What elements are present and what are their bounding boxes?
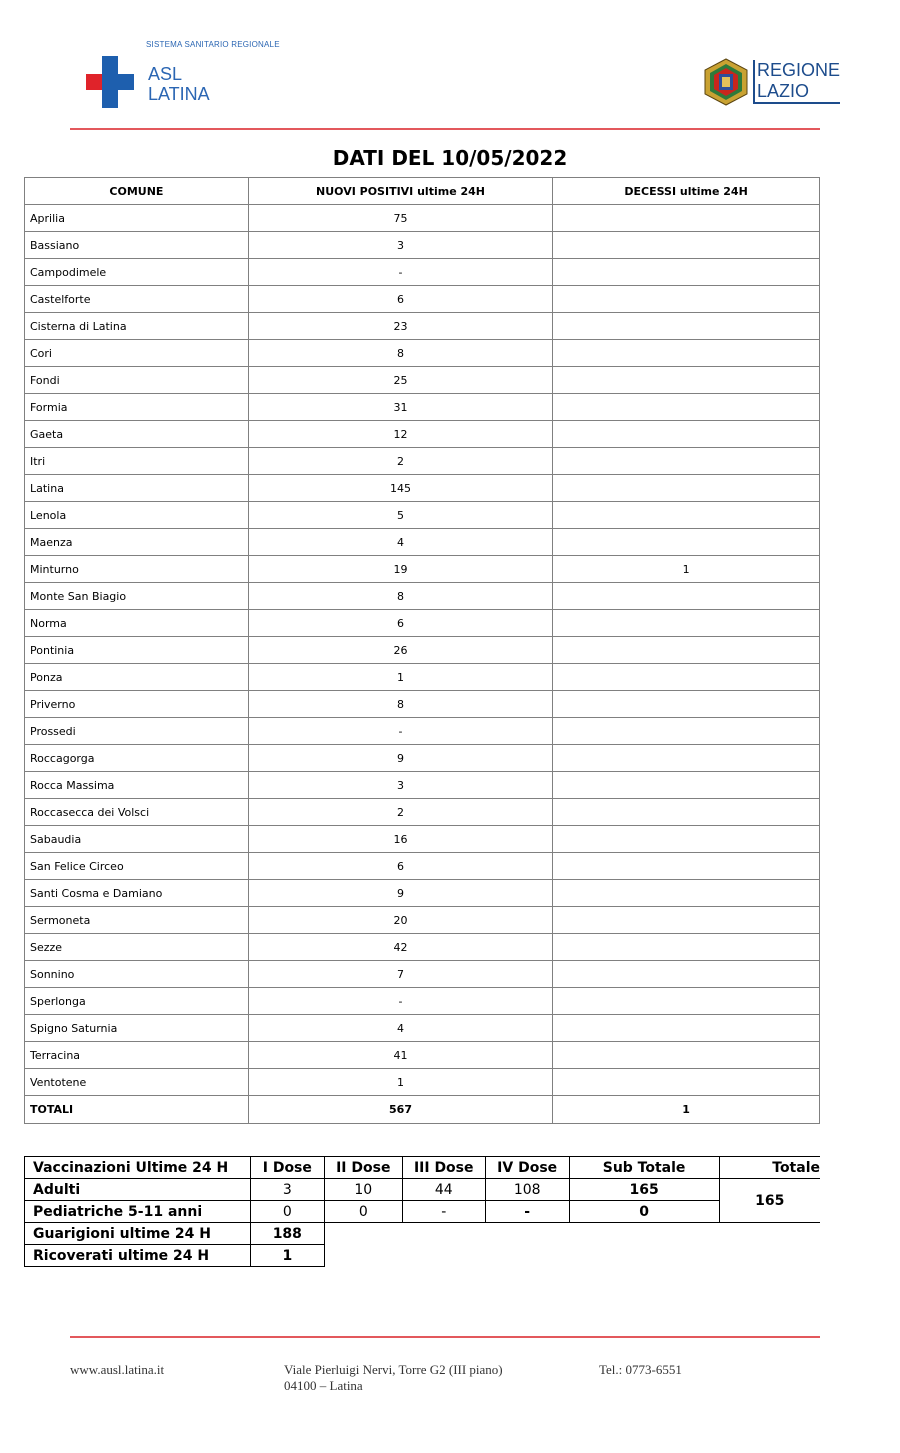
cell-decessi (553, 691, 820, 718)
cell-nuovi-positivi: - (248, 259, 552, 286)
vacc-header-totale: Totale (719, 1157, 820, 1179)
vacc-row-adulti (25, 1179, 821, 1201)
table-row (25, 259, 820, 286)
vacc-adulti-dose3: 44 (402, 1179, 485, 1201)
table-row (25, 421, 820, 448)
guarigioni-value: 188 (250, 1223, 324, 1245)
cell-nuovi-positivi: 42 (248, 934, 552, 961)
cell-nuovi-positivi: 19 (248, 556, 552, 583)
cell-nuovi-positivi: 20 (248, 907, 552, 934)
table-row (25, 718, 820, 745)
table-row (25, 664, 820, 691)
cell-decessi (553, 286, 820, 313)
table-row (25, 745, 820, 772)
cell-decessi (553, 880, 820, 907)
cell-decessi (553, 367, 820, 394)
table-row (25, 610, 820, 637)
col-nuovi-positivi: NUOVI POSITIVI ultime 24H (248, 178, 552, 205)
cell-comune: Minturno (25, 556, 249, 583)
table-row (25, 205, 820, 232)
cell-nuovi-positivi: 12 (248, 421, 552, 448)
cell-decessi (553, 610, 820, 637)
table-row (25, 1069, 820, 1096)
table-row (25, 394, 820, 421)
cell-nuovi-positivi: 3 (248, 772, 552, 799)
cell-decessi (553, 1042, 820, 1069)
cell-decessi (553, 421, 820, 448)
cell-comune: Sermoneta (25, 907, 249, 934)
table-row (25, 637, 820, 664)
cell-comune: Prossedi (25, 718, 249, 745)
footer-address: Viale Pierluigi Nervi, Torre G2 (III piano) 04100 – Latina (284, 1362, 503, 1393)
cell-comune: Norma (25, 610, 249, 637)
cell-nuovi-positivi: - (248, 718, 552, 745)
cell-comune: Ventotene (25, 1069, 249, 1096)
asl-subtitle: SISTEMA SANITARIO REGIONALE (146, 40, 280, 49)
table-row (25, 448, 820, 475)
guarigioni-label: Guarigioni ultime 24 H (25, 1223, 251, 1245)
cell-decessi (553, 799, 820, 826)
cell-comune: Santi Cosma e Damiano (25, 880, 249, 907)
cell-comune: Sonnino (25, 961, 249, 988)
cell-nuovi-positivi: 3 (248, 232, 552, 259)
cell-decessi (553, 394, 820, 421)
ricoverati-label: Ricoverati ultime 24 H (25, 1245, 251, 1267)
cell-comune: Itri (25, 448, 249, 475)
cell-comune: Maenza (25, 529, 249, 556)
cell-comune: Cori (25, 340, 249, 367)
totals-decessi: 1 (553, 1096, 820, 1124)
table-row (25, 853, 820, 880)
header-divider (70, 128, 820, 130)
cell-comune: Roccagorga (25, 745, 249, 772)
vacc-pediatriche-dose2: 0 (324, 1201, 402, 1223)
cell-nuovi-positivi: 16 (248, 826, 552, 853)
table-row (25, 934, 820, 961)
vacc-pediatriche-label: Pediatriche 5-11 anni (25, 1201, 251, 1223)
cell-nuovi-positivi: 8 (248, 691, 552, 718)
cell-nuovi-positivi: 1 (248, 1069, 552, 1096)
cell-decessi (553, 907, 820, 934)
vacc-header-dose3: III Dose (402, 1157, 485, 1179)
cell-decessi (553, 853, 820, 880)
cell-comune: Roccasecca dei Volsci (25, 799, 249, 826)
vacc-adulti-dose1: 3 (250, 1179, 324, 1201)
cell-comune: Sperlonga (25, 988, 249, 1015)
cell-nuovi-positivi: 2 (248, 448, 552, 475)
footer-website[interactable]: www.ausl.latina.it (70, 1362, 165, 1377)
cell-decessi (553, 502, 820, 529)
vacc-pediatriche-dose4: - (485, 1201, 569, 1223)
cell-nuovi-positivi: - (248, 988, 552, 1015)
table-row (25, 583, 820, 610)
table-row (25, 826, 820, 853)
cell-comune: Cisterna di Latina (25, 313, 249, 340)
table-row (25, 880, 820, 907)
cell-decessi (553, 475, 820, 502)
cell-comune: Rocca Massima (25, 772, 249, 799)
cell-nuovi-positivi: 6 (248, 853, 552, 880)
vacc-adulti-dose2: 10 (324, 1179, 402, 1201)
table-row (25, 691, 820, 718)
lazio-emblem-icon (703, 58, 749, 106)
cell-nuovi-positivi: 5 (248, 502, 552, 529)
red-cross-icon (86, 56, 134, 108)
cell-nuovi-positivi: 1 (248, 664, 552, 691)
cell-decessi (553, 232, 820, 259)
table-row (25, 772, 820, 799)
cell-nuovi-positivi: 2 (248, 799, 552, 826)
cell-comune: Pontinia (25, 637, 249, 664)
cell-comune: Gaeta (25, 421, 249, 448)
cell-comune: Campodimele (25, 259, 249, 286)
vacc-pediatriche-dose1: 0 (250, 1201, 324, 1223)
cell-nuovi-positivi: 7 (248, 961, 552, 988)
cell-nuovi-positivi: 145 (248, 475, 552, 502)
cell-nuovi-positivi: 75 (248, 205, 552, 232)
asl-latina-logo (86, 40, 326, 110)
asl-name: ASL LATINA (148, 64, 210, 104)
cell-nuovi-positivi: 6 (248, 286, 552, 313)
footer-divider (70, 1336, 820, 1338)
table-row (25, 1015, 820, 1042)
vacc-pediatriche-dose3: - (402, 1201, 485, 1223)
cell-nuovi-positivi: 8 (248, 583, 552, 610)
cell-decessi (553, 313, 820, 340)
totals-positivi: 567 (248, 1096, 552, 1124)
cell-decessi (553, 745, 820, 772)
cell-nuovi-positivi: 31 (248, 394, 552, 421)
cell-nuovi-positivi: 4 (248, 1015, 552, 1042)
totals-row (25, 1096, 820, 1124)
cell-decessi (553, 340, 820, 367)
ricoverati-value: 1 (250, 1245, 324, 1267)
vaccination-table (24, 1156, 820, 1267)
cell-comune: Aprilia (25, 205, 249, 232)
col-decessi: DECESSI ultime 24H (553, 178, 820, 205)
cell-comune: Sabaudia (25, 826, 249, 853)
cell-comune: Castelforte (25, 286, 249, 313)
cell-comune: Spigno Saturnia (25, 1015, 249, 1042)
cell-decessi (553, 961, 820, 988)
table-row (25, 313, 820, 340)
table-row (25, 988, 820, 1015)
cell-decessi (553, 718, 820, 745)
table-row (25, 556, 820, 583)
table-row (25, 286, 820, 313)
cell-nuovi-positivi: 41 (248, 1042, 552, 1069)
cell-nuovi-positivi: 26 (248, 637, 552, 664)
cell-decessi (553, 934, 820, 961)
vacc-header-title: Vaccinazioni Ultime 24 H (25, 1157, 251, 1179)
vacc-header-dose2: II Dose (324, 1157, 402, 1179)
cell-comune: Latina (25, 475, 249, 502)
region-name: REGIONE LAZIO (753, 60, 840, 104)
cell-decessi (553, 1015, 820, 1042)
cell-decessi (553, 826, 820, 853)
col-comune: COMUNE (25, 178, 249, 205)
vacc-pediatriche-subtotale: 0 (569, 1201, 719, 1223)
covid-cases-table (24, 177, 820, 1124)
cell-decessi (553, 1069, 820, 1096)
cell-comune: Terracina (25, 1042, 249, 1069)
cell-nuovi-positivi: 9 (248, 880, 552, 907)
table-row (25, 1042, 820, 1069)
cell-comune: Ponza (25, 664, 249, 691)
vacc-adulti-dose4: 108 (485, 1179, 569, 1201)
page-title: DATI DEL 10/05/2022 (332, 146, 568, 170)
cell-decessi (553, 259, 820, 286)
cell-comune: Fondi (25, 367, 249, 394)
cell-comune: Sezze (25, 934, 249, 961)
vacc-header-subtotale: Sub Totale (569, 1157, 719, 1179)
cell-decessi (553, 664, 820, 691)
cell-decessi (553, 205, 820, 232)
table-row (25, 529, 820, 556)
cell-decessi (553, 988, 820, 1015)
table-row (25, 475, 820, 502)
table-row (25, 232, 820, 259)
cell-comune: Bassiano (25, 232, 249, 259)
ricoverati-row (25, 1245, 821, 1267)
cell-decessi (553, 772, 820, 799)
table-row (25, 799, 820, 826)
cell-decessi: 1 (553, 556, 820, 583)
vacc-row-pediatriche (25, 1201, 821, 1223)
cell-nuovi-positivi: 8 (248, 340, 552, 367)
table-row (25, 502, 820, 529)
cell-comune: Lenola (25, 502, 249, 529)
totals-label: TOTALI (25, 1096, 249, 1124)
vacc-adulti-label: Adulti (25, 1179, 251, 1201)
cell-comune: Priverno (25, 691, 249, 718)
cell-comune: San Felice Circeo (25, 853, 249, 880)
cell-nuovi-positivi: 25 (248, 367, 552, 394)
cell-nuovi-positivi: 6 (248, 610, 552, 637)
cell-nuovi-positivi: 4 (248, 529, 552, 556)
cell-decessi (553, 448, 820, 475)
table-row (25, 907, 820, 934)
vacc-adulti-subtotale: 165 (569, 1179, 719, 1201)
vacc-totale: 165 (719, 1179, 820, 1223)
vacc-header-dose1: I Dose (250, 1157, 324, 1179)
cell-nuovi-positivi: 23 (248, 313, 552, 340)
cell-decessi (553, 529, 820, 556)
table-header-row (25, 178, 820, 205)
table-row (25, 961, 820, 988)
regione-lazio-logo (703, 58, 841, 108)
vacc-header-dose4: IV Dose (485, 1157, 569, 1179)
cell-comune: Formia (25, 394, 249, 421)
footer-phone: Tel.: 0773-6551 (599, 1362, 682, 1377)
table-row (25, 367, 820, 394)
table-row (25, 340, 820, 367)
cell-decessi (553, 637, 820, 664)
cell-decessi (553, 583, 820, 610)
cell-nuovi-positivi: 9 (248, 745, 552, 772)
vacc-header-row (25, 1157, 821, 1179)
guarigioni-row (25, 1223, 821, 1245)
cell-comune: Monte San Biagio (25, 583, 249, 610)
